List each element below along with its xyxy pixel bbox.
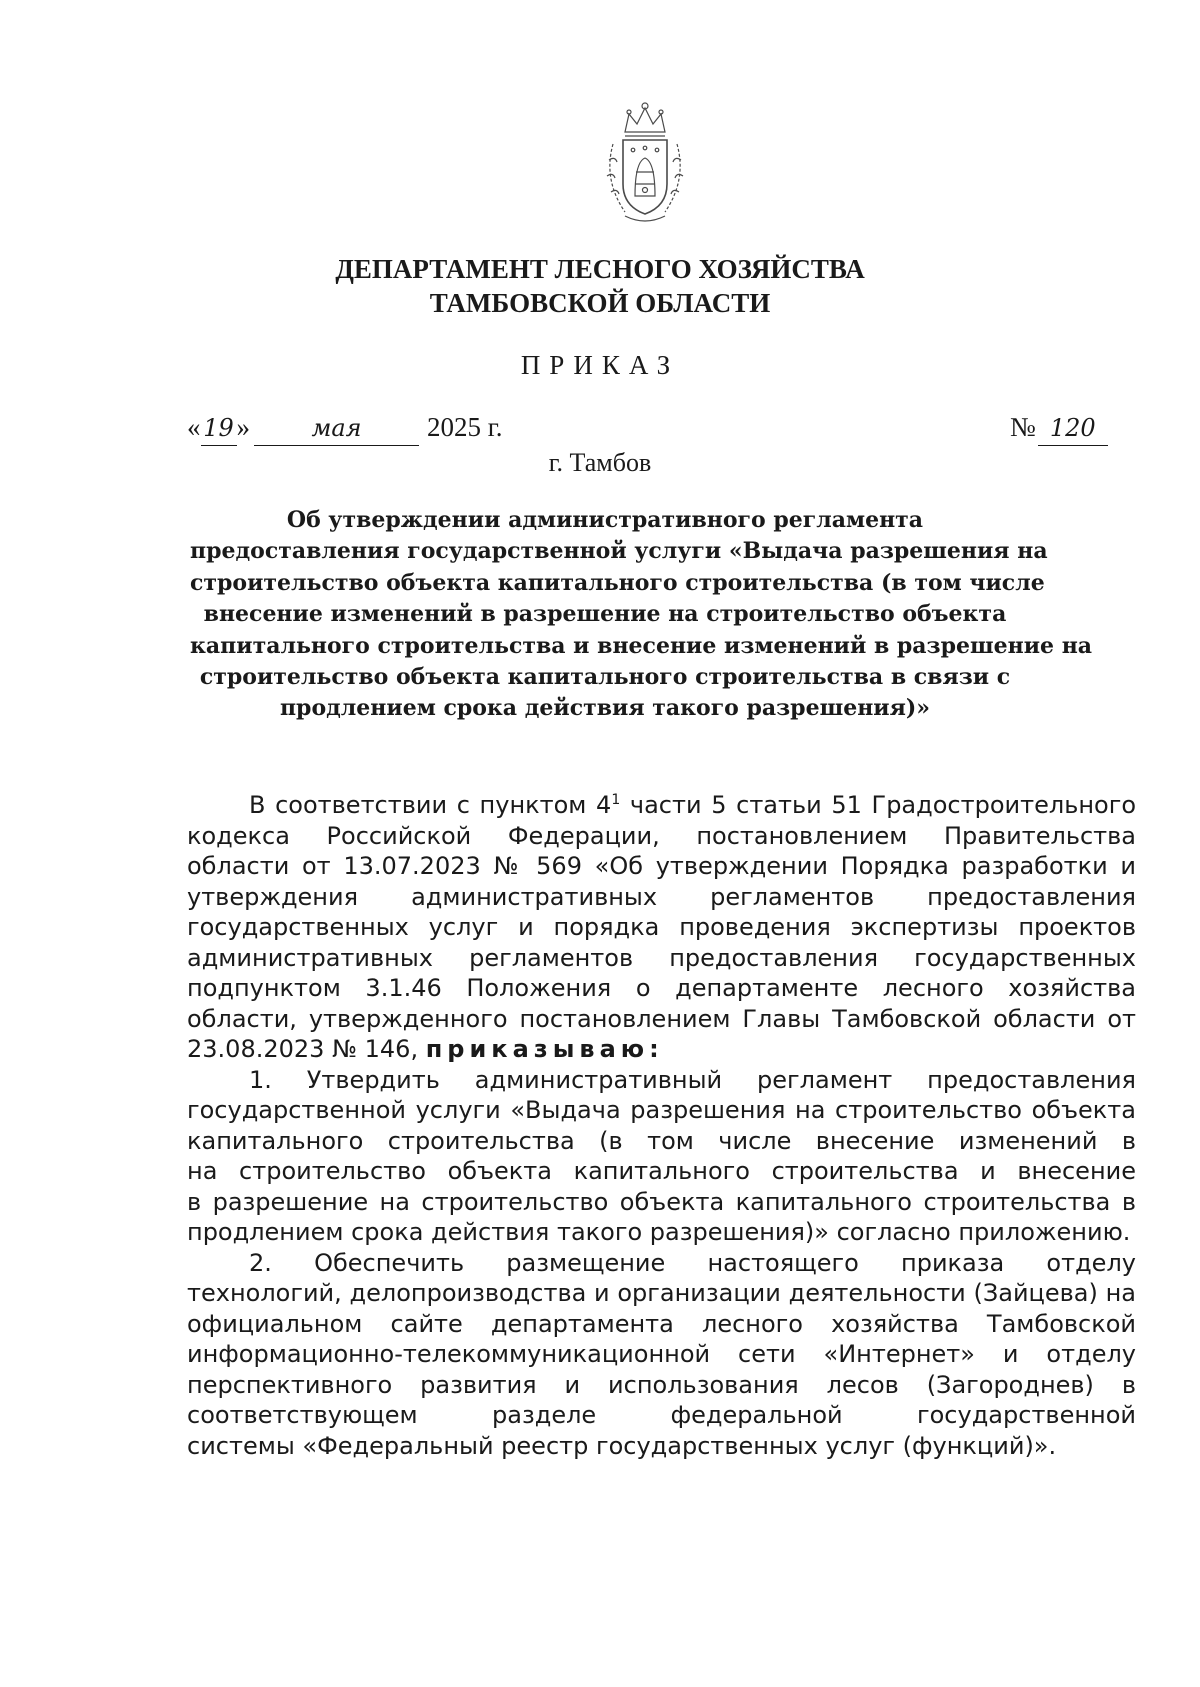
date-day: 19	[201, 411, 237, 446]
body-line: информационно-телекоммуникационной сети «Интернет» и отделу	[187, 1340, 1136, 1368]
subject-line: строительство объекта капитального строительства в связи с	[199, 664, 1011, 691]
body-line: в разрешение на строительство объекта капитального строительства в	[187, 1187, 1136, 1216]
body-line: на строительство объекта капитального строительства и внесение	[187, 1157, 1136, 1185]
coat-of-arms-icon	[595, 100, 695, 228]
body-line: соответствующем разделе федеральной государственной	[187, 1401, 1136, 1429]
superscript: 1	[611, 792, 621, 808]
order-number	[1010, 410, 1108, 446]
body-text-span: части 5 статьи 51 Градостроительного	[620, 791, 1136, 819]
body-line	[187, 790, 1136, 821]
body-line: продлением срока действия такого разрешения)» согласно приложению.	[187, 1218, 1131, 1246]
subject-line: капитального строительства и внесение изменений в разрешение на	[190, 632, 1093, 659]
subject-line: внесение изменений в разрешение на строительство объекта	[203, 601, 1007, 628]
quote-close: »	[236, 412, 250, 442]
order-date	[187, 410, 503, 446]
subject-line: предоставления государственной услуги «Выдача разрешения на	[190, 538, 1048, 565]
department-name-line2: ТАМБОВСКОЙ ОБЛАСТИ	[429, 288, 771, 318]
body-line: области от 13.07.2023 № 569 «Об утверждении Порядка разработки и	[187, 852, 1136, 880]
city: г. Тамбов	[548, 448, 652, 477]
subject-line: Об утверждении административного регламента	[286, 507, 924, 533]
date-month: мая	[254, 411, 419, 446]
body-line	[187, 1034, 1136, 1065]
body-line: системы «Федеральный реестр государственных услуг (функций)».	[187, 1431, 1057, 1460]
number-sign: №	[1010, 412, 1036, 442]
order-body	[187, 790, 1136, 1461]
department-name-line1: ДЕПАРТАМЕНТ ЛЕСНОГО ХОЗЯЙСТВА	[335, 254, 865, 284]
body-line: капитального строительства (в том числе внесение изменений в	[187, 1126, 1136, 1155]
body-line: технологий, делопроизводства и организации деятельности (Зайцева) на	[187, 1279, 1136, 1307]
order-subject	[190, 505, 1093, 725]
subject-line: продлением срока действия такого разрешения)»	[279, 695, 931, 722]
body-line: утверждения административных регламентов предоставления	[187, 882, 1136, 911]
resolution-word: приказываю:	[425, 1035, 664, 1063]
body-line: кодекса Российской Федерации, постановлением Правительства	[187, 821, 1136, 850]
number-value: 120	[1038, 411, 1108, 446]
body-text-span: В соответствии с пунктом 4	[249, 791, 612, 819]
body-line: 2. Обеспечить размещение настоящего приказа отделу	[249, 1248, 1136, 1277]
date-year: 2025 г.	[427, 412, 503, 442]
body-line: государственных услуг и порядка проведения экспертизы проектов	[187, 913, 1136, 941]
body-line: подпунктом 3.1.46 Положения о департаменте лесного хозяйства	[187, 974, 1136, 1002]
body-line: области, утвержденного постановлением Главы Тамбовской области от	[187, 1004, 1136, 1033]
body-line: официальном сайте департамента лесного хозяйства Тамбовской	[187, 1309, 1136, 1338]
department-heading	[0, 252, 1200, 320]
document-type: ПРИКАЗ	[520, 350, 680, 380]
body-line: 1. Утвердить административный регламент предоставления	[249, 1065, 1136, 1094]
quote-open: «	[187, 412, 201, 442]
subject-line: строительство объекта капитального строительства (в том числе	[190, 569, 1045, 596]
body-text-span: 23.08.2023 № 146,	[187, 1035, 426, 1063]
body-line: государственной услуги «Выдача разрешения на строительство объекта	[187, 1096, 1136, 1124]
body-line: административных регламентов предоставления государственных	[187, 943, 1136, 972]
body-line: перспективного развития и использования лесов (Загороднев) в	[187, 1370, 1136, 1399]
